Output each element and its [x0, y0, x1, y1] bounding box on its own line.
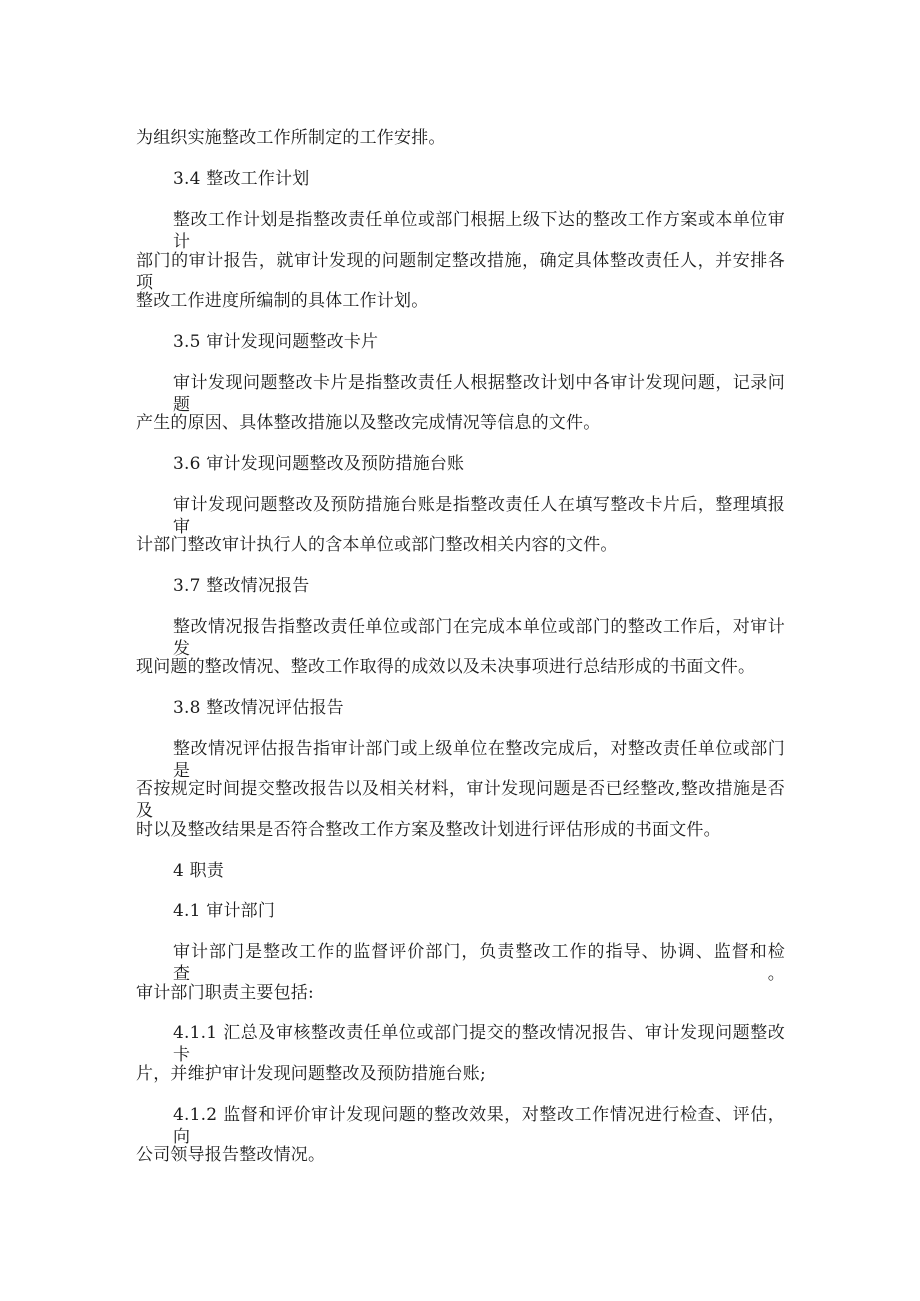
section-heading-3-6: 3.6 审计发现问题整改及预防措施台账	[173, 454, 465, 474]
body-text-line: 时以及整改结果是否符合整改工作方案及整改计划进行评估形成的书面文件。	[136, 820, 721, 840]
body-text-line: 4.1.2 监督和评价审计发现问题的整改效果，对整改工作情况进行检查、评估，向	[173, 1105, 785, 1147]
section-heading-3-7: 3.7 整改情况报告	[173, 576, 310, 596]
body-text-line: 整改情况报告指整改责任单位或部门在完成本单位或部门的整改工作后，对审计发	[173, 617, 785, 659]
body-text-line: 片，并维护审计发现问题整改及预防措施台账;	[136, 1064, 486, 1084]
body-text-line: 整改工作进度所编制的具体工作计划。	[136, 291, 429, 311]
body-text-line: 公司领导报告整改情况。	[136, 1145, 326, 1165]
section-heading-3-4: 3.4 整改工作计划	[173, 169, 310, 189]
body-text-line: 整改工作计划是指整改责任单位或部门根据上级下达的整改工作方案或本单位审计	[173, 210, 785, 252]
section-heading-4-1: 4.1 审计部门	[173, 901, 276, 921]
body-text-line: 4.1.1 汇总及审核整改责任单位或部门提交的整改情况报告、审计发现问题整改卡	[173, 1023, 785, 1065]
body-text-line: 整改情况评估报告指审计部门或上级单位在整改完成后，对整改责任单位或部门是	[173, 739, 785, 781]
section-heading-3-8: 3.8 整改情况评估报告	[173, 698, 344, 718]
body-text-line: 计部门整改审计执行人的含本单位或部门整改相关内容的文件。	[136, 535, 618, 555]
body-text-line: 产生的原因、具体整改措施以及整改完成情况等信息的文件。	[136, 413, 601, 433]
body-text-line: 为组织实施整改工作所制定的工作安排。	[136, 128, 446, 148]
section-heading-3-5: 3.5 审计发现问题整改卡片	[173, 332, 379, 352]
body-text-line: 现问题的整改情况、整改工作取得的成效以及未决事项进行总结形成的书面文件。	[136, 657, 756, 677]
body-text-line: 审计发现问题整改及预防措施台账是指整改责任人在填写整改卡片后，整理填报审	[173, 495, 785, 537]
body-text-line: 否按规定时间提交整改报告以及相关材料，审计发现问题是否已经整改,整改措施是否及	[136, 779, 785, 821]
body-text-line: 审计发现问题整改卡片是指整改责任人根据整改计划中各审计发现问题，记录问题	[173, 373, 785, 415]
body-text-line: 审计部门职责主要包括:	[136, 983, 314, 1003]
section-heading-4: 4 职责	[173, 861, 225, 881]
body-text-line: 部门的审计报告，就审计发现的问题制定整改措施，确定具体整改责任人，并安排各项	[136, 251, 785, 293]
body-text-line: 审计部门是整改工作的监督评价部门，负责整改工作的指导、协调、监督和检查。	[173, 942, 785, 984]
